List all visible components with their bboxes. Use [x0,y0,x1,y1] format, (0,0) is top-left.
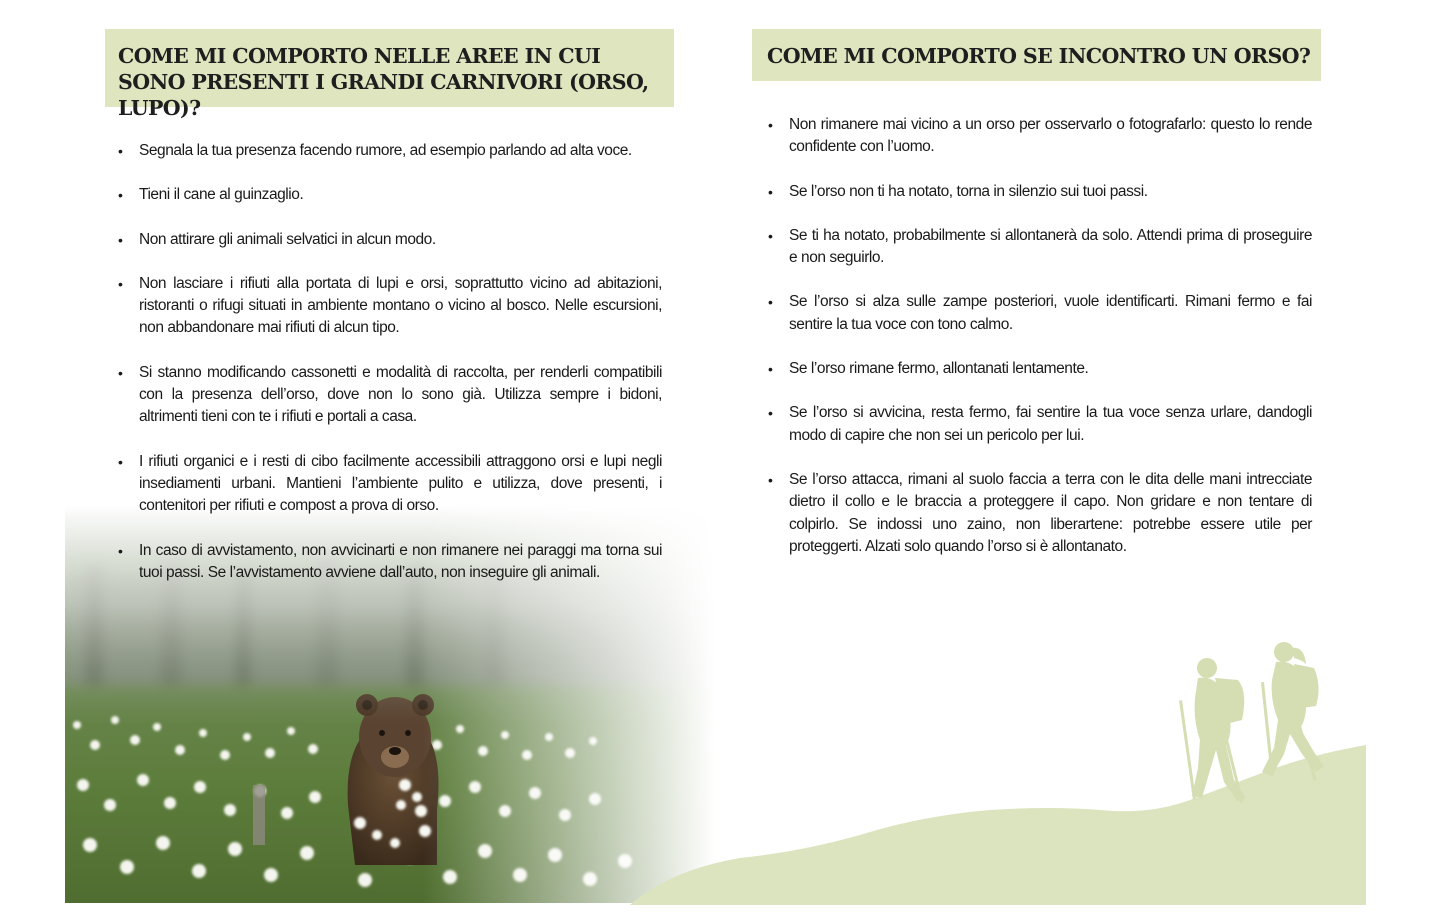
hiker-2-icon [1261,642,1324,781]
list-item [117,184,662,206]
bullet-icon: • [118,364,123,381]
left-heading [105,29,674,120]
list-item-text: Segnala la tua presenza facendo rumore, ad esempio parlando ad alta voce. [139,142,632,159]
list-item-text: In caso di avvistamento, non avvicinarti e non rimanere nei paraggi ma torna sui tuoi passi. Se l’avvistamento avviene dall’auto, non inseguire gli animali. [139,541,662,581]
list-item [117,229,662,251]
list-item [117,540,662,585]
list-item-text: I rifiuti organici e i resti di cibo facilmente accessibili attraggono orsi e lupi negli insediamenti urbani. Mantieni l’ambiente pulito e utilizza, dove presenti, i contenitori per rifiuti e compost a prova di orso. [139,452,662,515]
list-item [767,358,1312,380]
list-item [117,451,662,518]
bullet-icon: • [118,275,123,292]
bullet-icon: • [768,117,773,133]
list-item-text: Non rimanere mai vicino a un orso per osservarlo o fotografarlo: questo lo rende confidente con l’uomo. [789,116,1312,156]
list-item-text: Se l’orso non ti ha notato, torna in silenzio sui tuoi passi. [789,182,1148,200]
list-item-text: Se l’orso attacca, rimani al suolo faccia a terra con le dita delle mani intrecciate dietro il collo e le braccia a proteggere il capo. Non gridare e non tentare di colpirlo. Se indossi uno zaino, non liberartene: potrebbe essere utile per proteggerti. Alzati solo quando l’orso si è allontanato. [789,470,1312,555]
list-item [767,225,1312,270]
bullet-icon: • [118,143,123,159]
list-item [117,273,662,340]
bullet-icon: • [768,227,773,244]
hiker-1-icon [1179,658,1246,803]
bullet-icon: • [768,294,773,311]
list-item-text: Se ti ha notato, probabilmente si allontanerà da solo. Attendi prima di proseguire e non seguirlo. [789,226,1312,267]
list-item [767,469,1312,558]
left-heading-text: COME MI COMPORTO NELLE AREE IN CUI SONO PRESENTI I GRANDI CARNIVORI (ORSO, LUPO)? [118,44,649,120]
list-item-text: Si stanno modificando cassonetti e modalità di raccolta, per renderli compatibili con la presenza dell’orso, dove non lo sono già. Utilizza sempre i bidoni, altrimenti tieni con te i rifiuti e portali a casa. [139,363,662,426]
list-item-text: Non attirare gli animali selvatici in alcun modo. [139,230,436,248]
list-item [117,140,662,162]
list-item-text: Se l’orso si alza sulle zampe posteriori, vuole identificarti. Rimani fermo e fai sentire la tua voce con tono calmo. [789,293,1312,333]
list-item [767,291,1312,336]
list-item-text: Tieni il cane al guinzaglio. [139,186,304,204]
left-bullet-list [117,140,662,606]
bullet-icon: • [118,542,123,559]
list-item-text: Se l’orso rimane fermo, allontanati lentamente. [789,360,1089,378]
right-heading-text: COME MI COMPORTO SE INCONTRO UN ORSO? [767,44,1311,68]
right-heading [752,29,1321,81]
bullet-icon: • [768,183,773,200]
bullet-icon: • [118,453,123,470]
list-item-text: Se l’orso si avvicina, resta fermo, fai sentire la tua voce senza urlare, dandogli modo di capire che non sei un pericolo per lui. [789,404,1312,444]
list-item [767,114,1312,159]
list-item-text: Non lasciare i rifiuti alla portata di lupi e orsi, soprattutto vicino ad abitazioni, ristoranti o rifugi situati in ambiente montano o vicino al bosco. Nelle escursioni, non abbandonare mai rifiuti di alcun tipo. [139,274,662,337]
bullet-icon: • [768,361,773,378]
list-item [117,362,662,429]
green-hill [630,745,1366,905]
bullet-icon: • [768,471,773,488]
bullet-icon: • [768,405,773,422]
right-bullet-list [767,114,1312,580]
hikers-silhouette-illustration [630,620,1370,905]
list-item [767,402,1312,447]
bullet-icon: • [118,231,123,248]
bullet-icon: • [118,187,123,204]
list-item [767,181,1312,203]
